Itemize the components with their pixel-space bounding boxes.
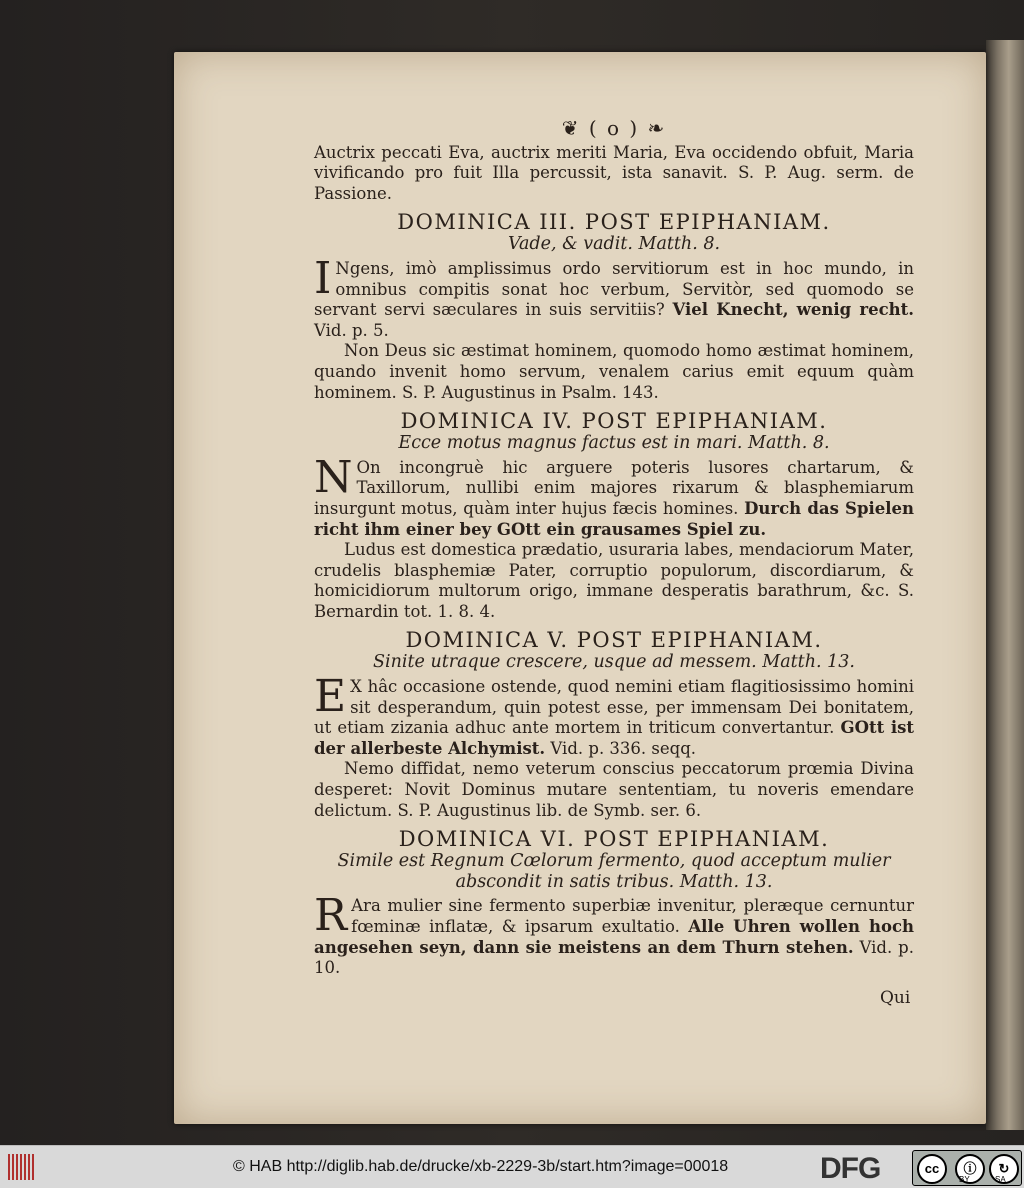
- latin-text: X hâc occasione ostende, quod nemini etiam flagitiosissimo homini sit desperandum, quin potest esse, per immensam Dei bonitatem, ut etiam zizania adhuc ante mortem in triticum convertantur.: [314, 677, 914, 738]
- paragraph: Non Deus sic æstimat hominem, quomodo homo æstimat hominem, quando invenit homo servum, venalem carius emit equum quàm hominem. S. P. Augustinus in Psalm. 143.: [314, 341, 914, 402]
- sa-label: SA: [995, 1175, 1006, 1184]
- scripture-quote: Sinite utraque crescere, usque ad messem. Matth. 13.: [373, 652, 855, 673]
- adjacent-page-edge: [986, 40, 1024, 1130]
- drop-initial: E: [314, 671, 347, 723]
- section-title: DOMINICA VI. POST EPIPHANIAM.: [398, 827, 830, 852]
- sa-share-icon: ↻: [989, 1154, 1019, 1184]
- german-proverb: GOtt ist der allerbeste Alchymist.: [314, 718, 914, 758]
- paragraph: Ludus est domestica prædatio, usuraria labes, mendaciorum Mater, crudelis blasphemiæ Pater, corruptio populorum, discordiarum, & homicidiorum multorum origo, immane desperatis barathrum, &c. S. Bernardin tot. 1. 8. 4.: [314, 540, 914, 621]
- latin-text: Ngens, imò amplissimus ordo servitiorum est in hoc mundo, in omnibus compitis sonat hoc verbum, Servitòr, sed quomodo se servant servi sæculares in suis servitiis?: [314, 258, 914, 320]
- paragraph: [314, 252, 914, 341]
- section-title: DOMINICA III. POST EPIPHANIAM.: [397, 210, 831, 235]
- cross-reference: Vid. p. 5.: [314, 320, 389, 340]
- cc-icon: cc: [917, 1154, 947, 1184]
- scripture-quote: Simile est Regnum Cœlorum fermento, quod acceptum mulier abscondit in satis tribus. Matth. 13.: [337, 851, 891, 892]
- catchword: Qui: [880, 988, 911, 1008]
- by-person-icon: ⓘ: [955, 1154, 985, 1184]
- latin-text: On incongruè hic arguere poteris lusores chartarum, & Taxillorum, nullibi enim majores rixarum & blasphemiarum insurgunt motus, quàm inter hujus fæcis homines.: [314, 457, 914, 518]
- page-header: ❦ ( o ) ❧: [561, 116, 667, 140]
- page-number: ( o ): [588, 116, 640, 140]
- page-text: [314, 118, 914, 979]
- latin-text: Ara mulier sine fermento superbiæ invenitur, pleræque cernuntur fœminæ inflatæ, & ipsarum exultatio.: [351, 896, 914, 936]
- dfg-logo[interactable]: DFG: [820, 1152, 881, 1185]
- viewer-footer: [0, 1145, 1024, 1188]
- german-proverb: Viel Knecht, wenig recht.: [672, 300, 914, 320]
- german-proverb: Alle Uhren wollen hoch angesehen seyn, dann sie meistens an dem Thurn stehen.: [314, 917, 914, 957]
- drop-initial: I: [314, 252, 332, 304]
- paragraph: [314, 451, 915, 540]
- paragraph: [314, 671, 914, 759]
- german-proverb: Durch das Spielen richt ihm einer bey GOtt ein grausames Spiel zu.: [314, 498, 915, 539]
- by-label: BY: [959, 1175, 970, 1184]
- paragraph: Auctrix peccati Eva, auctrix meriti Maria, Eva occidendo obfuit, Maria vivificando pro fuit Illa percussit, ista sanavit. S. P. Aug. serm. de Passione.: [314, 142, 914, 203]
- paragraph: Nemo diffidat, nemo veterum conscius peccatorum prœmia Divina desperet: Novit Dominus mutare sententiam, tu noveris emendare delictum. S. P. Augustinus lib. de Symb. ser. 6.: [314, 759, 914, 820]
- scripture-quote: Ecce motus magnus factus est in mari. Matth. 8.: [398, 433, 830, 454]
- scripture-quote: Vade, & vadit. Matth. 8.: [507, 234, 721, 255]
- cross-reference: Vid. p. 336. seqq.: [550, 738, 697, 758]
- source-credit-link[interactable]: © HAB http://diglib.hab.de/drucke/xb-2229-3b/start.htm?image=00018: [233, 1158, 729, 1175]
- hab-logo-icon[interactable]: [8, 1154, 38, 1180]
- drop-initial: N: [314, 451, 353, 503]
- cc-license-badge[interactable]: [912, 1150, 1022, 1186]
- section-title: DOMINICA IV. POST EPIPHANIAM.: [400, 409, 828, 434]
- paragraph: [314, 890, 914, 978]
- section-title: DOMINICA V. POST EPIPHANIAM.: [405, 628, 823, 653]
- drop-initial: R: [314, 890, 348, 942]
- cross-reference: Vid. p. 10.: [314, 937, 914, 978]
